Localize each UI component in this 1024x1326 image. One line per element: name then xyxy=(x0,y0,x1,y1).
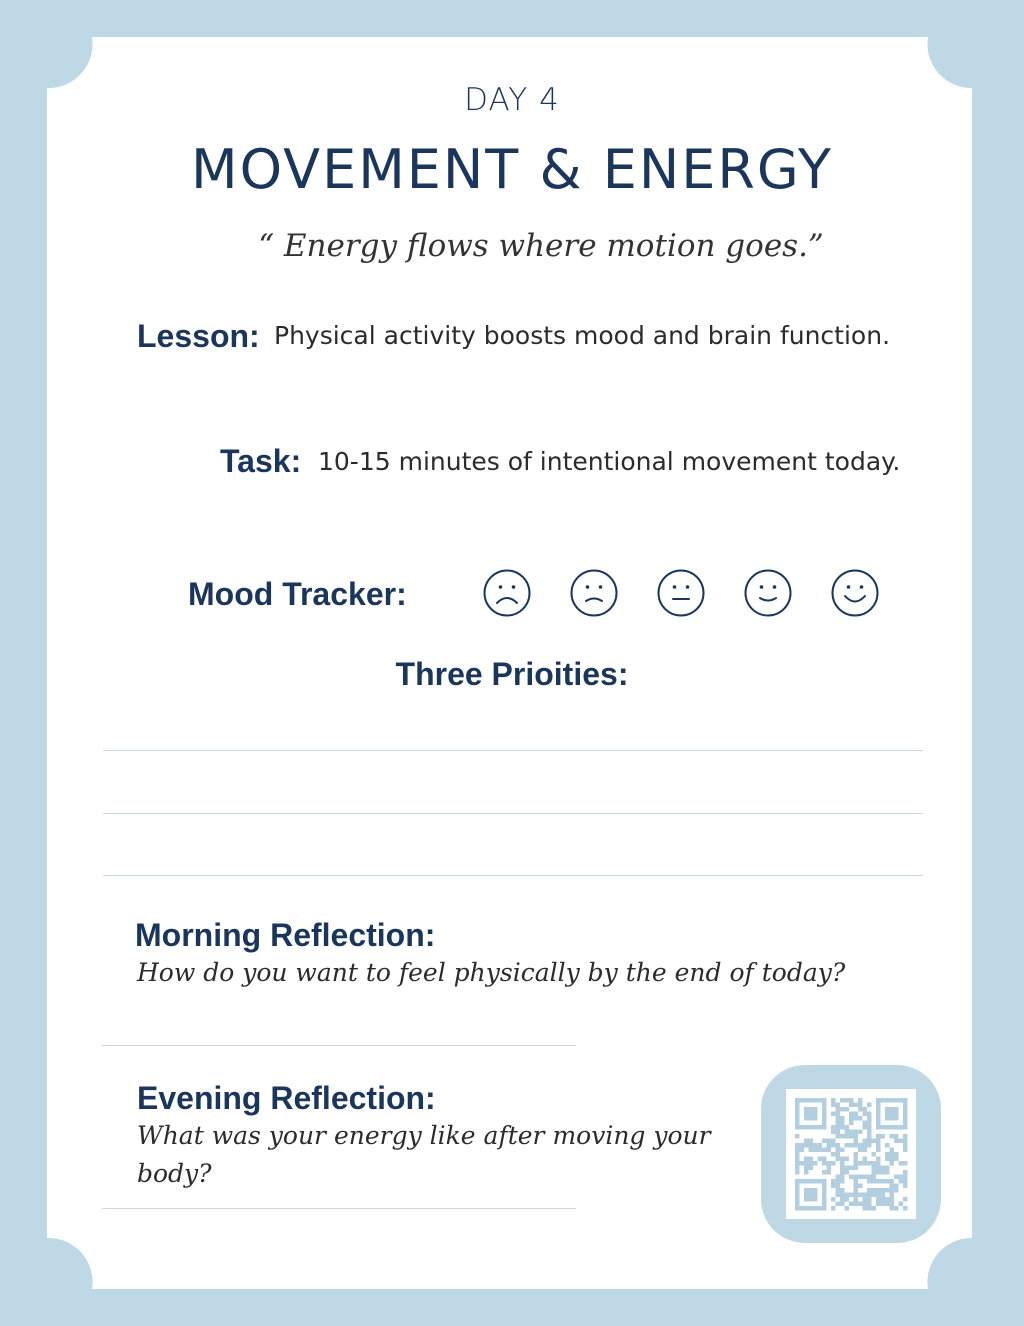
happy-face-icon[interactable] xyxy=(831,569,879,617)
priority-line-1[interactable] xyxy=(103,750,923,751)
evening-reflection-question-line2: body? xyxy=(137,1159,212,1188)
page-title: MOVEMENT & ENERGY xyxy=(190,138,834,201)
quote: “ Energy flows where motion goes.” xyxy=(258,228,824,264)
qr-code-pattern xyxy=(786,1089,916,1219)
task-label: Task: xyxy=(220,443,302,479)
mood-tracker-label: Mood Tracker: xyxy=(188,576,407,612)
morning-reflection-question: How do you want to feel physically by the end of today? xyxy=(137,958,846,987)
sad-face-icon[interactable] xyxy=(570,569,618,617)
slight-smile-face-icon[interactable] xyxy=(744,569,792,617)
evening-answer-line[interactable] xyxy=(102,1208,576,1209)
day-number: DAY 4 xyxy=(464,82,560,118)
priority-line-2[interactable] xyxy=(103,813,923,814)
morning-reflection-label: Morning Reflection: xyxy=(135,917,436,953)
morning-answer-line[interactable] xyxy=(102,1045,576,1046)
lesson-label: Lesson: xyxy=(137,318,260,354)
neutral-face-icon[interactable] xyxy=(657,569,705,617)
qr-code-icon[interactable] xyxy=(786,1089,916,1219)
very-sad-face-icon[interactable] xyxy=(483,569,531,617)
task-text: 10-15 minutes of intentional movement today. xyxy=(318,447,901,476)
priority-line-3[interactable] xyxy=(103,875,923,876)
lesson-text: Physical activity boosts mood and brain function. xyxy=(274,321,891,350)
evening-reflection-question-line1: What was your energy like after moving your xyxy=(137,1121,711,1150)
evening-reflection-label: Evening Reflection: xyxy=(137,1080,436,1116)
priorities-label: Three Prioities: xyxy=(395,656,629,692)
